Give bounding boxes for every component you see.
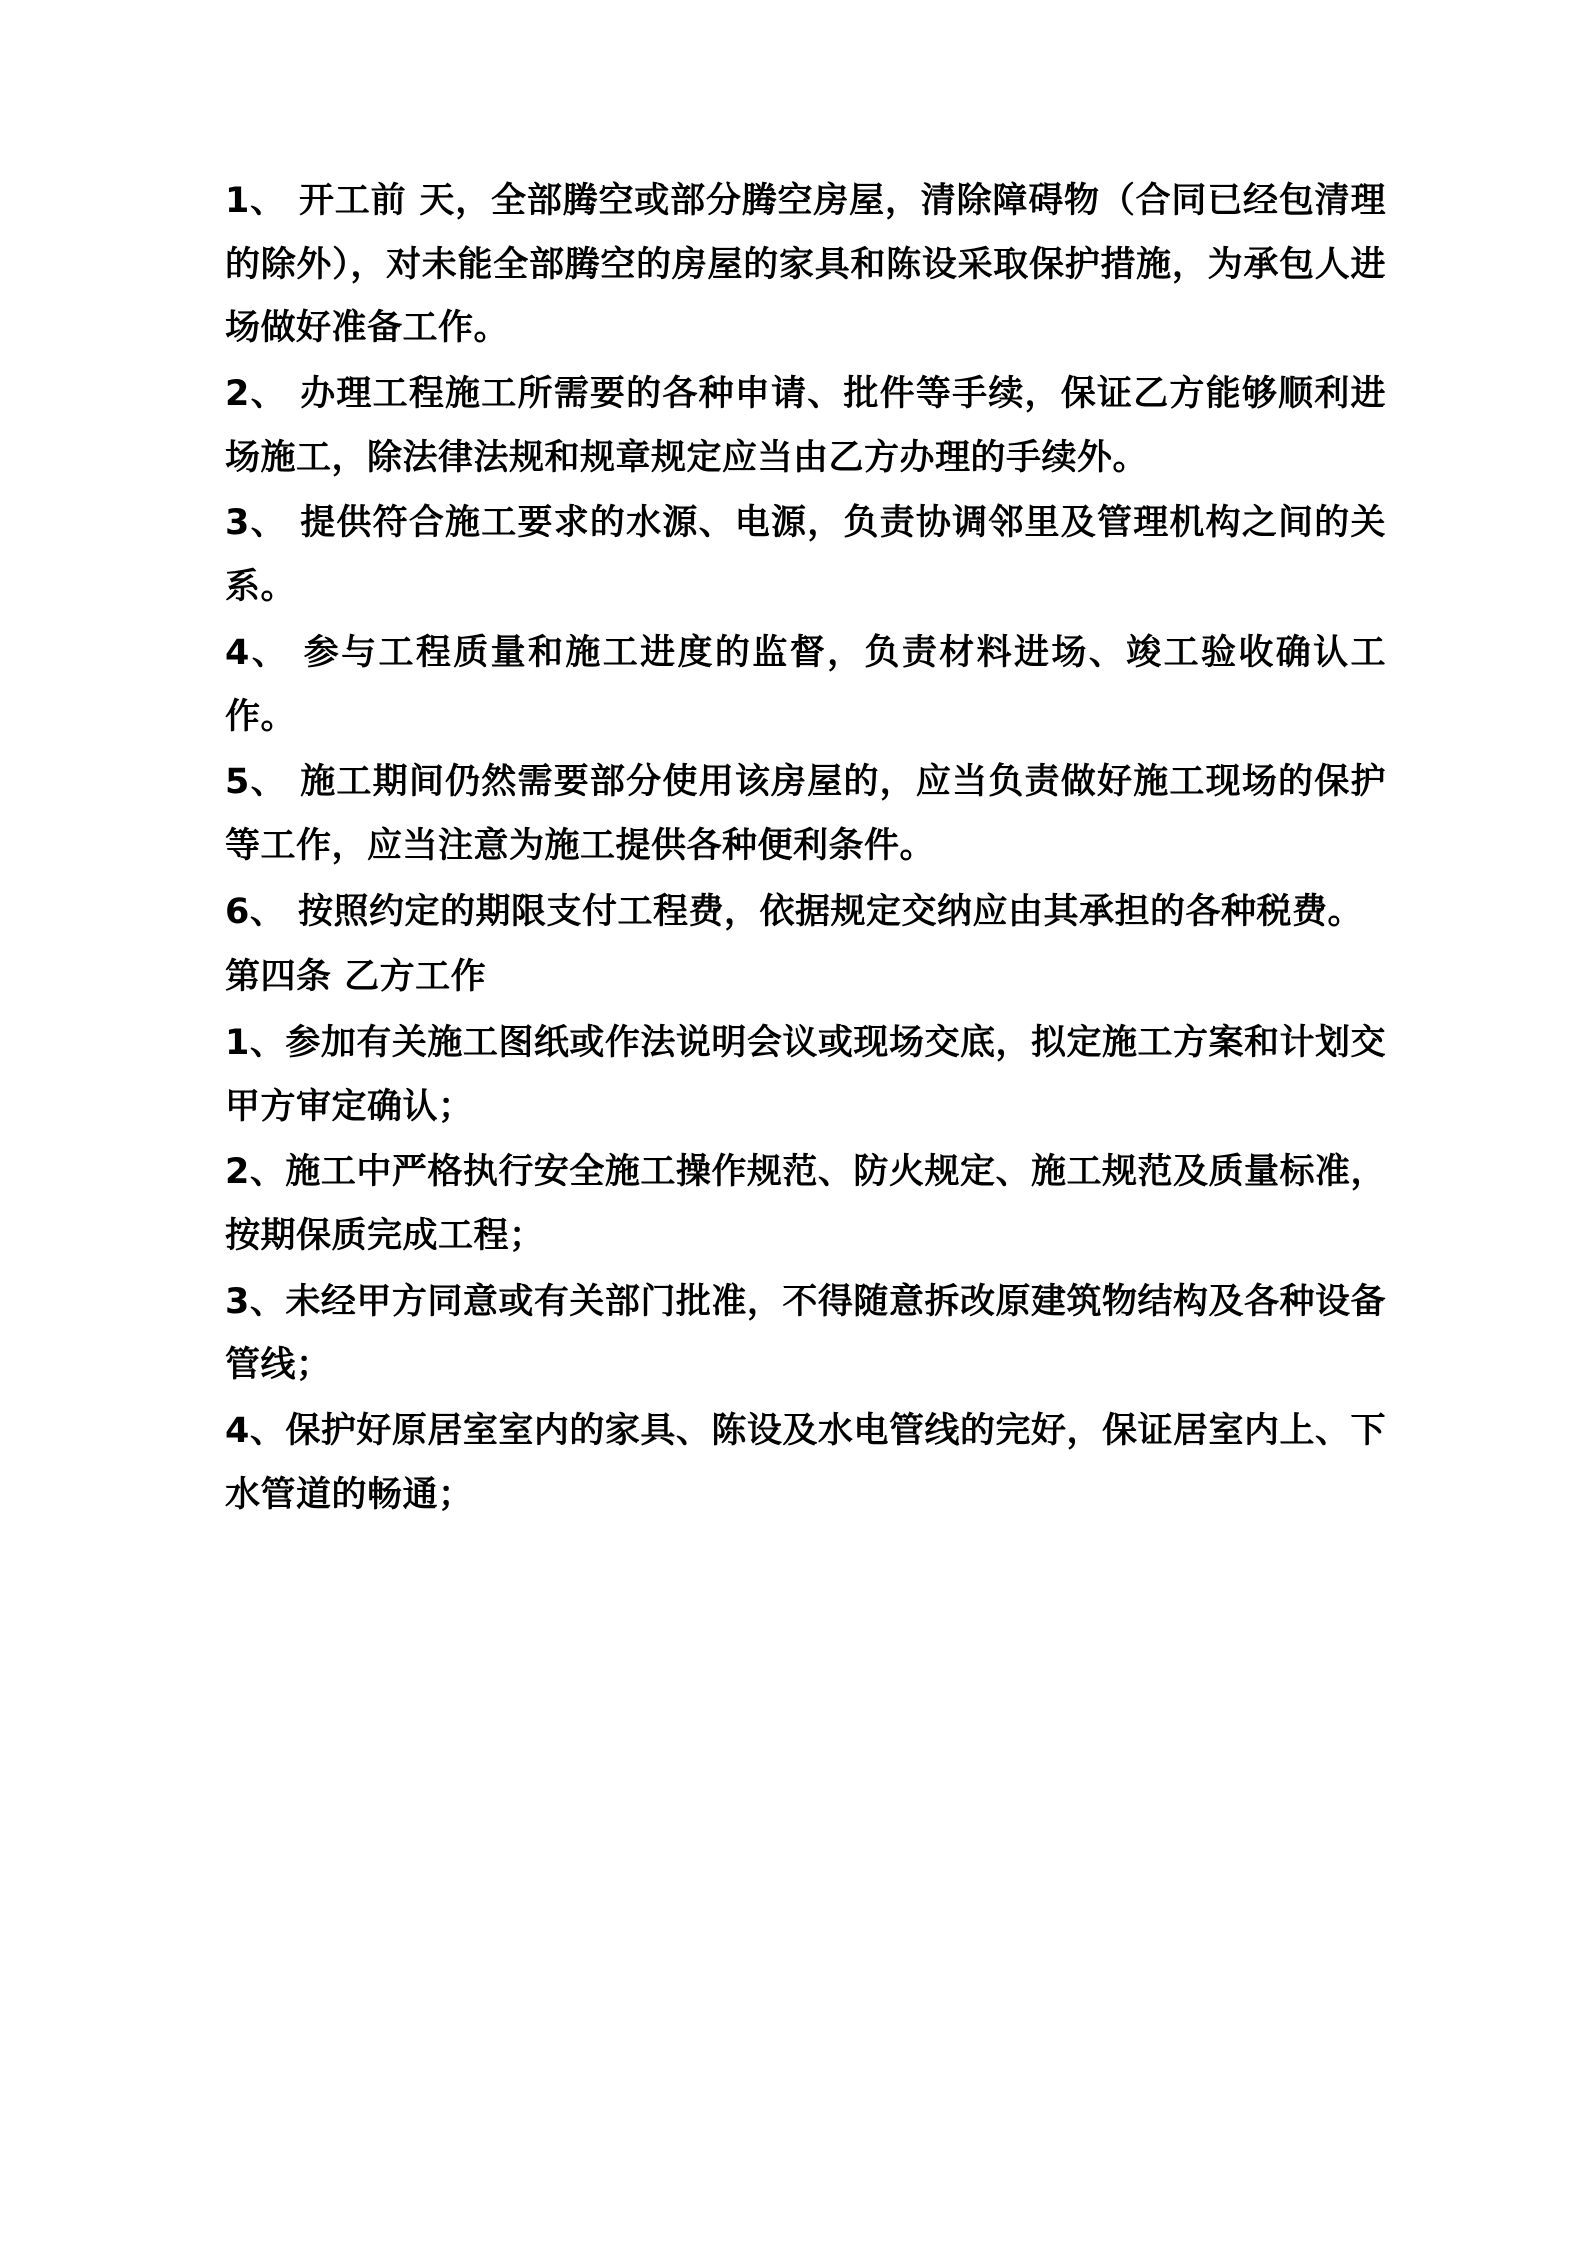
- paragraph-item-2: 2、 办理工程施工所需要的各种申请、批件等手续，保证乙方能够顺利进场施工，除法律法规和规章规定应当由乙方办理的手续外。: [225, 374, 1386, 478]
- paragraph-item-b1: 1、参加有关施工图纸或作法说明会议或现场交底，拟定施工方案和计划交甲方审定确认；: [225, 1022, 1386, 1127]
- section-heading-article-four: 第四条 乙方工作: [225, 957, 487, 998]
- paragraph-item-b2: 2、施工中严格执行安全施工操作规范、防火规定、施工规范及质量标准，按期保质完成工程；: [225, 1152, 1386, 1256]
- paragraph-item-1: 1、 开工前 天，全部腾空或部分腾空房屋，清除障碍物（合同已经包清理的除外），对未能全部腾空的房屋的家具和陈设采取保护措施，为承包人进场做好准备工作。: [225, 181, 1386, 349]
- paragraph-item-b3: 3、未经甲方同意或有关部门批准，不得随意拆改原建筑物结构及各种设备管线；: [225, 1281, 1386, 1386]
- paragraph-item-6: 6、 按照约定的期限支付工程费，依据规定交纳应由其承担的各种税费。: [225, 891, 1364, 932]
- document-body: [225, 170, 1386, 1527]
- paragraph-item-5: 5、 施工期间仍然需要部分使用该房屋的，应当负责做好施工现场的保护等工作，应当注意为施工提供各种便利条件。: [225, 762, 1386, 866]
- paragraph-item-4: 4、 参与工程质量和施工进度的监督，负责材料进场、竣工验收确认工作。: [225, 632, 1386, 737]
- paragraph-item-b4: 4、保护好原居室室内的家具、陈设及水电管线的完好，保证居室内上、下水管道的畅通；: [225, 1411, 1386, 1515]
- paragraph-item-3: 3、 提供符合施工要求的水源、电源，负责协调邻里及管理机构之间的关系。: [225, 503, 1386, 608]
